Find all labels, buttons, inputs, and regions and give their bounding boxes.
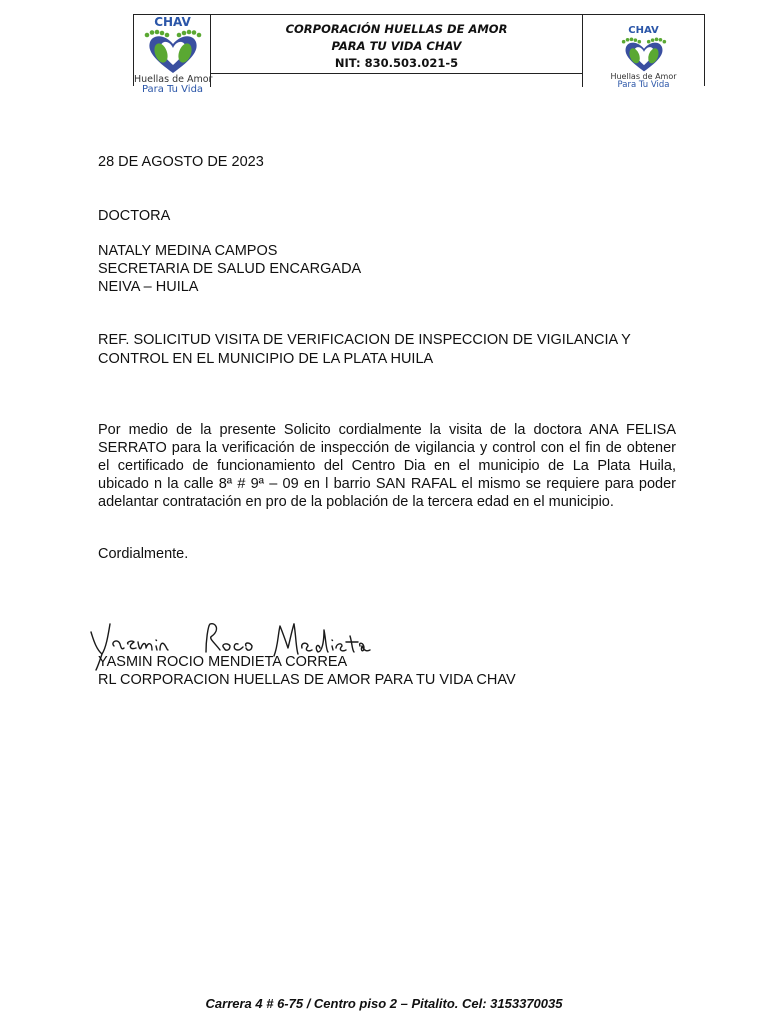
org-nit: NIT: 830.503.021-5 xyxy=(334,56,459,70)
heart-footprints-icon xyxy=(141,29,205,75)
title-divider xyxy=(211,73,582,74)
chav-logo xyxy=(134,15,211,95)
letter-body xyxy=(98,421,676,511)
logo-tagline-1-small: Huellas de Amor xyxy=(610,72,677,81)
recipient-name: NATALY MEDINA CAMPOS xyxy=(98,243,278,259)
recipient-location: NEIVA – HUILA xyxy=(98,279,199,295)
organization-block xyxy=(211,21,582,72)
logo-tagline-1: Huellas de Amor xyxy=(134,74,213,85)
body-line: Por medio de la presente Solicito cordialmente la visita de la doctora ANA FELISA xyxy=(98,422,676,438)
signer-title: RL CORPORACION HUELLAS DE AMOR PARA TU VIDA CHAV xyxy=(98,672,516,688)
org-name-line1: CORPORACIÓN HUELLAS DE AMOR xyxy=(285,22,508,36)
org-name-line2: PARA TU VIDA CHAV xyxy=(331,39,462,53)
letterhead xyxy=(133,14,705,95)
reference-line-1: REF. SOLICITUD VISITA DE VERIFICACION DE INSPECCION DE VIGILANCIA Y xyxy=(98,332,631,348)
letter-date: 28 DE AGOSTO DE 2023 xyxy=(98,154,264,170)
recipient-position: SECRETARIA DE SALUD ENCARGADA xyxy=(98,261,362,277)
letterhead-title-cell xyxy=(211,15,583,87)
body-line: SERRATO para la verificación de inspección de vigilancia y control con el fin de obtener xyxy=(98,440,676,456)
signer-name: YASMIN ROCIO MENDIETA CORREA xyxy=(98,654,348,670)
logo-brand-small: CHAV xyxy=(628,25,659,36)
body-line: ubicado n la calle 8ª # 9ª – 09 en l barrio SAN RAFAL el mismo se requiere para poder xyxy=(98,476,676,492)
chav-logo-small xyxy=(583,25,704,95)
heart-footprints-icon xyxy=(618,37,670,73)
letterhead-right-cell xyxy=(583,15,704,90)
footer-address: Carrera 4 # 6-75 / Centro piso 2 – Pitalito. Cel: 3153370035 xyxy=(205,996,563,1011)
body-line: adelantar contratación en pro de la población de la tercera edad en el municipio. xyxy=(98,494,614,510)
body-line: el certificado de funcionamiento del Centro Dia en el municipio de La Plata Huila, xyxy=(98,458,676,474)
letterhead-left-cell xyxy=(134,15,213,95)
closing: Cordialmente. xyxy=(98,546,189,562)
logo-tagline-2: Para Tu Vida xyxy=(141,84,204,95)
logo-brand: CHAV xyxy=(154,15,191,29)
salutation-title: DOCTORA xyxy=(98,208,171,224)
reference-line-2: CONTROL EN EL MUNICIPIO DE LA PLATA HUILA xyxy=(98,351,434,367)
logo-tagline-2-small: Para Tu Vida xyxy=(617,80,670,90)
